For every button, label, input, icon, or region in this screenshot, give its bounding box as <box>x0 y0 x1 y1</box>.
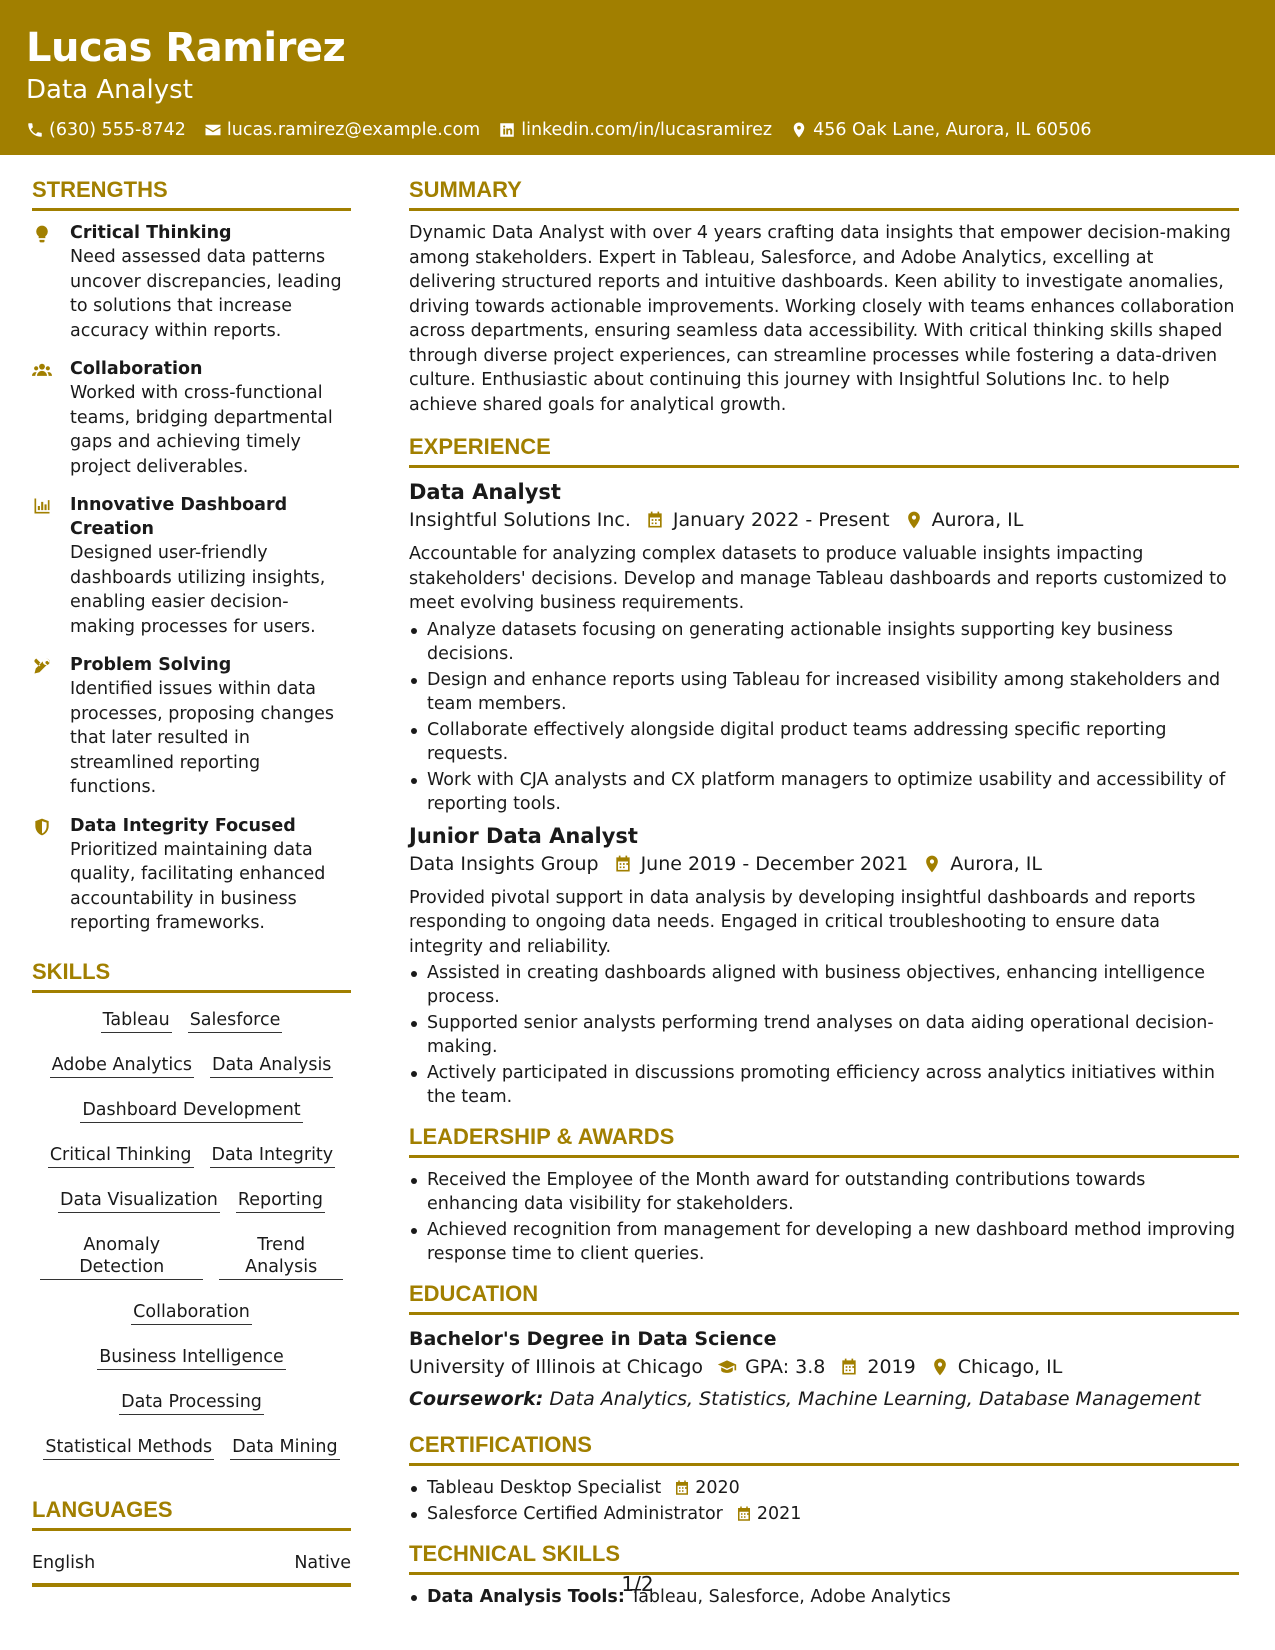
school-location: Chicago, IL <box>957 1356 1063 1378</box>
strength-item <box>32 221 351 343</box>
school-name: University of Illinois at Chicago <box>409 1356 704 1378</box>
bullet-item: Supported senior analysts performing trend analyses on data aiding operational decision-making. <box>409 1011 1239 1059</box>
cert-year: 2020 <box>695 1478 740 1498</box>
candidate-name: Lucas Ramirez <box>26 25 346 71</box>
grad-year-wrap <box>839 1353 915 1381</box>
skill-tag: Salesforce <box>188 1009 283 1033</box>
cert-name: Tableau Desktop Specialist <box>427 1478 662 1498</box>
strength-desc: Designed user-friendly dashboards utilizing insights, enabling easier decision-making processes for users. <box>70 543 326 637</box>
phone-icon <box>26 121 44 139</box>
lightbulb-icon <box>32 224 52 244</box>
leadership-title: LEADERSHIP & AWARDS <box>409 1123 1239 1158</box>
language-name: English <box>32 1552 96 1573</box>
left-column <box>32 176 351 1587</box>
skills-list <box>32 1009 351 1460</box>
strength-desc: Need assessed data patterns uncover discrepancies, leading to solutions that increase accuracy within reports. <box>70 247 342 341</box>
strength-title: Problem Solving <box>70 655 232 675</box>
skill-tag: Collaboration <box>131 1301 252 1325</box>
job-location: Aurora, IL <box>931 509 1024 531</box>
job-entry <box>409 822 1239 1110</box>
envelope-icon <box>204 121 222 139</box>
job-bullets <box>409 961 1239 1109</box>
chart-bar-icon <box>32 496 52 516</box>
strength-title: Data Integrity Focused <box>70 815 296 836</box>
leadership-list <box>409 1168 1239 1266</box>
map-marker-icon <box>790 121 808 139</box>
strength-title: Critical Thinking <box>70 223 232 243</box>
calendar-icon <box>613 854 633 874</box>
technical-skill-label: Data Analysis Tools: <box>427 1587 625 1607</box>
resume-header <box>0 0 1275 155</box>
languages-title: LANGUAGES <box>32 1496 351 1531</box>
school-location-wrap <box>930 1353 1063 1381</box>
technical-skills-title: TECHNICAL SKILLS <box>409 1540 1239 1575</box>
experience-title: EXPERIENCE <box>409 433 1239 468</box>
bullet-item: Collaborate effectively alongside digital product teams addressing specific reporting requests. <box>409 718 1239 766</box>
education-title: EDUCATION <box>409 1280 1239 1315</box>
job-entry <box>409 478 1239 816</box>
strength-desc: Prioritized maintaining data quality, facilitating enhanced accountability in business reporting frameworks. <box>70 839 326 933</box>
skill-tag: Statistical Methods <box>43 1436 214 1460</box>
language-level: Native <box>294 1552 351 1573</box>
strength-title: Innovative Dashboard Creation <box>70 495 288 539</box>
strength-desc: Worked with cross-functional teams, bridging departmental gaps and achieving timely project deliverables. <box>70 383 333 477</box>
skill-tag: Trend Analysis <box>219 1234 343 1280</box>
bullet-item: Achieved recognition from management for developing a new dashboard method improving response time to client queries. <box>409 1218 1239 1266</box>
candidate-role: Data Analyst <box>26 75 193 105</box>
skill-tag: Anomaly Detection <box>40 1234 203 1280</box>
bullet-item: Actively participated in discussions promoting efficiency across analytics initiatives within the team. <box>409 1061 1239 1109</box>
calendar-icon <box>673 1479 691 1497</box>
contact-phone[interactable] <box>26 118 186 142</box>
job-meta <box>409 850 1239 878</box>
job-location-wrap <box>904 506 1024 534</box>
contact-linkedin[interactable] <box>498 118 772 142</box>
phone-text: (630) 555-8742 <box>49 120 186 140</box>
skill-tag: Business Intelligence <box>97 1346 286 1370</box>
job-description: Accountable for analyzing complex datasets to produce valuable insights impacting stakeholders' decisions. Develop and manage Tableau dashboards and reports customized to meet evolving business requirements. <box>409 544 1227 613</box>
bullet-item: Work with CJA analysts and CX platform managers to optimize usability and accessibility of reporting tools. <box>409 768 1239 816</box>
job-bullets <box>409 618 1239 816</box>
bullet-item: Assisted in creating dashboards aligned with business objectives, enhancing intelligence process. <box>409 961 1239 1009</box>
skill-tag: Data Mining <box>230 1436 339 1460</box>
bullet-item: Received the Employee of the Month award for outstanding contributions towards enhancing data visibility for stakeholders. <box>409 1168 1239 1216</box>
map-marker-icon <box>922 854 942 874</box>
job-dates-wrap <box>645 506 890 534</box>
cert-name: Salesforce Certified Administrator <box>427 1504 723 1524</box>
strength-desc: Identified issues within data processes, proposing changes that later resulted in streamlined reporting functions. <box>70 679 334 797</box>
skill-tag: Data Integrity <box>210 1144 336 1168</box>
coursework-label: Coursework: <box>409 1388 544 1410</box>
strengths-title: STRENGTHS <box>32 176 351 211</box>
skill-tag: Adobe Analytics <box>50 1054 194 1078</box>
email-text: lucas.ramirez@example.com <box>226 120 481 140</box>
contact-email[interactable] <box>204 118 480 142</box>
coursework-text: Data Analytics, Statistics, Machine Learning, Database Management <box>549 1388 1201 1410</box>
strength-item <box>32 357 351 479</box>
contact-bar <box>26 118 1249 142</box>
job-dates: June 2019 - December 2021 <box>640 852 909 875</box>
skill-tag: Data Analysis <box>210 1054 333 1078</box>
gpa: GPA: 3.8 <box>745 1356 826 1378</box>
skill-tag: Data Visualization <box>58 1189 220 1213</box>
job-description: Provided pivotal support in data analysis by developing insightful dashboards and reports responding to ongoing data needs. Engaged in critical troubleshooting to ensure data integrity and reliability. <box>409 887 1196 957</box>
calendar-icon <box>735 1505 753 1523</box>
technical-skill-value: Tableau, Salesforce, Adobe Analytics <box>630 1587 951 1607</box>
contact-address <box>790 118 1091 142</box>
strength-item <box>32 814 351 936</box>
tools-icon <box>32 656 52 676</box>
coursework <box>409 1385 1239 1413</box>
linkedin-icon <box>498 121 516 139</box>
job-title: Junior Data Analyst <box>409 823 638 848</box>
job-company: Data Insights Group <box>409 852 599 875</box>
linkedin-text: linkedin.com/in/lucasramirez <box>521 120 773 140</box>
summary-title: SUMMARY <box>409 176 1239 211</box>
degree: Bachelor's Degree in Data Science <box>409 1328 777 1350</box>
job-company: Insightful Solutions Inc. <box>409 509 631 531</box>
strength-item <box>32 493 351 639</box>
shield-icon <box>32 817 52 837</box>
map-marker-icon <box>930 1357 950 1377</box>
bullet-item: Design and enhance reports using Tableau for increased visibility among stakeholders and team members. <box>409 668 1239 716</box>
page-number: 1/2 <box>621 1572 654 1596</box>
graduation-cap-icon <box>717 1357 737 1377</box>
job-dates: January 2022 - Present <box>672 509 890 531</box>
grad-year: 2019 <box>867 1356 916 1378</box>
bullet-item: Analyze datasets focusing on generating actionable insights supporting key business decisions. <box>409 618 1239 666</box>
cert-item <box>409 1476 1239 1500</box>
skills-title: SKILLS <box>32 958 351 993</box>
strength-item <box>32 653 351 800</box>
skill-tag: Critical Thinking <box>48 1144 194 1168</box>
summary-text: Dynamic Data Analyst with over 4 years crafting data insights that empower decision-making among stakeholders. Expert in Tableau, Salesforce, and Adobe Analytics, excelling at delivering structured reports and intuitive dashboards. Keen ability to investigate anomalies, driving towards actionable improvements. Working closely with teams enhances collaboration across departments, ensuring seamless data accessibility. With critical thinking skills shaped through diverse project experiences, can streamline processes while fostering a data-driven culture. Enthusiastic about continuing this journey with Insightful Solutions Inc. to help achieve shared goals for analytical growth. <box>409 223 1235 415</box>
calendar-icon <box>839 1357 859 1377</box>
calendar-icon <box>645 510 665 530</box>
map-marker-icon <box>904 510 924 530</box>
job-title: Data Analyst <box>409 480 561 504</box>
skill-tag: Reporting <box>236 1189 325 1213</box>
certifications-list <box>409 1476 1239 1526</box>
right-column <box>409 176 1239 1611</box>
strength-title: Collaboration <box>70 359 203 379</box>
certifications-title: CERTIFICATIONS <box>409 1431 1239 1466</box>
education-meta <box>409 1353 1239 1381</box>
cert-year: 2021 <box>756 1504 802 1524</box>
address-text: 456 Oak Lane, Aurora, IL 60506 <box>813 120 1092 140</box>
skill-tag: Dashboard Development <box>80 1099 302 1123</box>
job-location-wrap <box>922 850 1042 878</box>
cert-item <box>409 1502 1239 1526</box>
job-location: Aurora, IL <box>950 852 1042 875</box>
gpa-wrap <box>717 1353 825 1381</box>
skill-tag: Tableau <box>101 1009 172 1033</box>
users-icon <box>32 360 52 380</box>
job-dates-wrap <box>613 850 909 878</box>
job-meta <box>409 506 1239 534</box>
skill-tag: Data Processing <box>119 1391 264 1415</box>
